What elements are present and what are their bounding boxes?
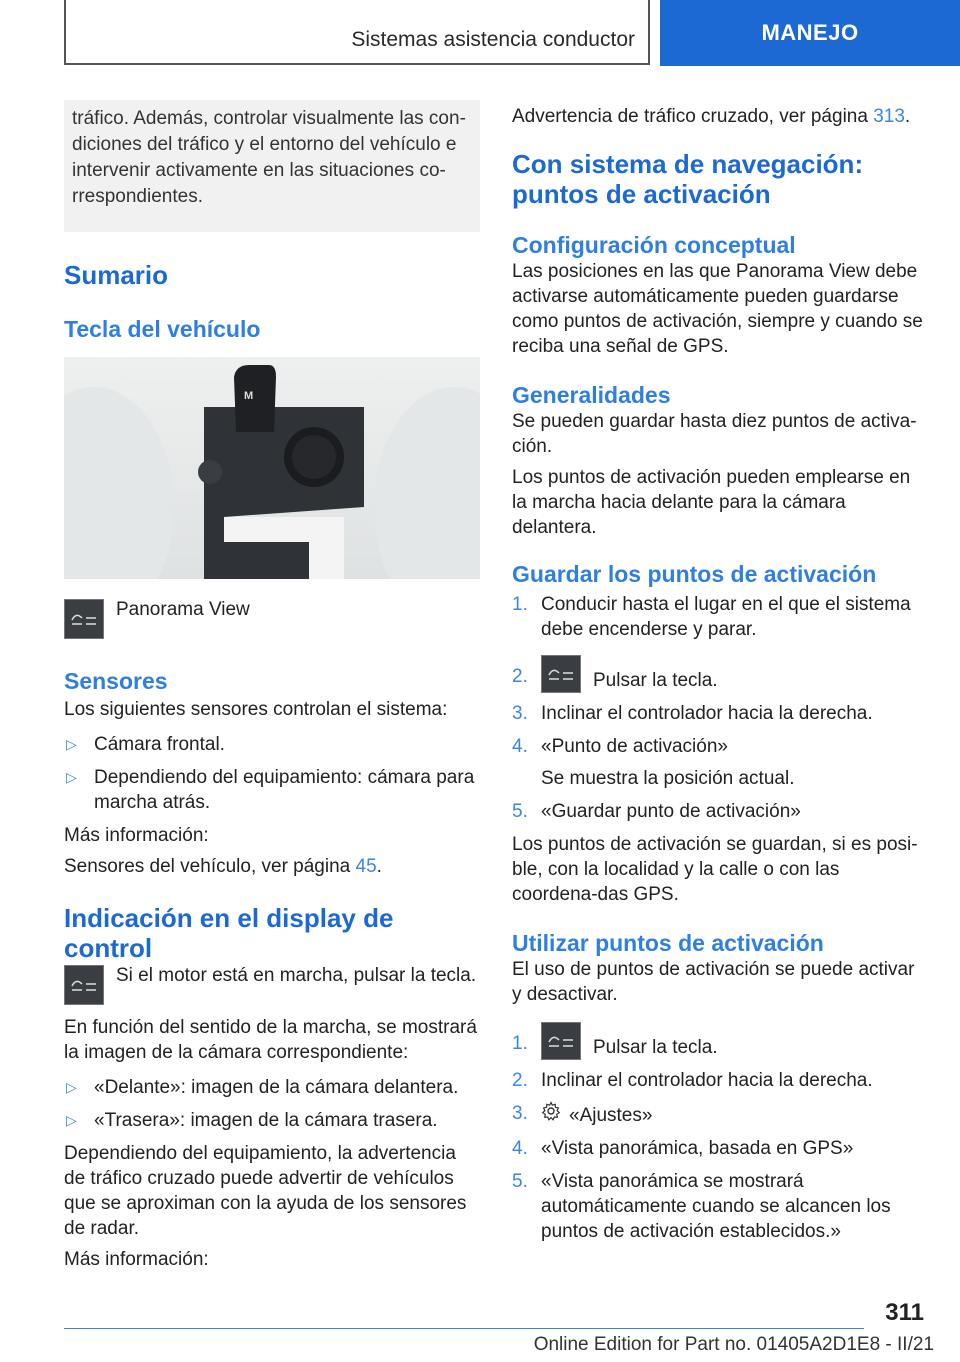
page-link-45[interactable]: 45 (355, 856, 377, 877)
panorama-view-key-icon[interactable] (541, 655, 581, 693)
right-column (512, 100, 928, 1252)
step-item: 1. Pulsar la tecla. (512, 1017, 928, 1060)
indicacion-key-text: Si el motor está en marcha, pulsar la tecla. (116, 965, 477, 986)
step-item: 3. Inclinar el controlador hacia la derecha. (512, 703, 873, 724)
list-item: ▷ Cámara frontal. (66, 734, 225, 755)
heading-sumario: Sumario (64, 260, 169, 290)
svg-text:M: M (244, 390, 254, 402)
header-left-rule (64, 0, 66, 64)
callout-box (64, 100, 480, 232)
sensores-intro: Los siguientes sensores controlan el sistema: (64, 699, 448, 720)
indicacion-paragraph: En función del sentido de la marcha, se mostrará la imagen de la cámara correspondiente: (64, 1017, 477, 1063)
gear-icon (541, 1101, 563, 1128)
panorama-view-key-icon[interactable] (541, 1022, 581, 1060)
mas-info-label-2: Más información: (64, 1249, 209, 1270)
footer-edition: Online Edition for Part no. 01405A2D1E8 - II/21 (533, 1334, 934, 1355)
callout-text: tráfico. Además, controlar visualmente las con-diciones del tráfico y el entorno del vehículo e intervenir activamente en las situaciones co-rrespondientes. (72, 108, 466, 207)
list-item: ▷ «Trasera»: imagen de la cámara trasera. (66, 1110, 438, 1131)
page-link-313[interactable]: 313 (873, 106, 905, 127)
sensores-reference: Sensores del vehículo, ver página 45. (64, 856, 382, 877)
heading-guardar: Guardar los puntos de activación (512, 561, 877, 587)
step-item: 4. «Punto de activación» Se muestra la posición actual. (512, 736, 795, 789)
cross-traffic-reference: Advertencia de tráfico cruzado, ver página 313. (512, 106, 911, 127)
general-paragraph-1: Se pueden guardar hasta diez puntos de activa-ción. (512, 411, 917, 457)
footer-rule (64, 1328, 864, 1329)
heading-navegacion: Con sistema de navegación: puntos de activación (512, 149, 864, 209)
header-bottom-rule (64, 63, 650, 65)
list-item: ▷ «Delante»: imagen de la cámara delantera. (66, 1077, 459, 1098)
list-item: ▷ Dependiendo del equipamiento: cámara para marcha atrás. (66, 767, 475, 813)
triangle-bullet-icon: ▷ (66, 1112, 77, 1128)
section-title: Sistemas asistencia conductor (351, 28, 635, 51)
step-item: 4. «Vista panorámica, basada en GPS» (512, 1138, 854, 1159)
heading-indicacion: Indicación en el display de control (64, 903, 394, 963)
page-number: 311 (885, 1299, 924, 1326)
triangle-bullet-icon: ▷ (66, 769, 77, 785)
panorama-view-key-icon[interactable] (64, 965, 104, 1005)
key-row (64, 599, 480, 639)
triangle-bullet-icon: ▷ (66, 736, 77, 752)
console-illustration-icon (64, 357, 480, 579)
chapter-tab[interactable]: MANEJO (660, 0, 960, 66)
config-paragraph: Las posiciones en las que Panorama View debe activarse automáticamente pueden guardarse como puntos de activación, siempre y cuando se reciba una señal de GPS. (512, 261, 923, 357)
heading-tecla: Tecla del vehículo (64, 316, 261, 342)
heading-sensores: Sensores (64, 668, 168, 694)
indicacion-key-row (64, 965, 480, 1005)
panorama-view-key-icon[interactable] (64, 599, 104, 639)
indicacion-list (64, 1075, 480, 1133)
sensores-list (64, 732, 480, 815)
heading-generalidades: Generalidades (512, 382, 671, 408)
utilizar-paragraph: El uso de puntos de activación se puede activar y desactivar. (512, 959, 915, 1005)
left-column (64, 100, 480, 1272)
step-item: 5. «Guardar punto de activación» (512, 801, 801, 822)
step-item: 1. Conducir hasta el lugar en el que el sistema debe encenderse y parar. (512, 594, 911, 640)
heading-config: Configuración conceptual (512, 232, 796, 258)
guardar-steps (512, 592, 928, 824)
mas-info-label: Más información: (64, 825, 209, 846)
general-paragraph-2: Los puntos de activación pueden emplearse en la marcha hacia delante para la cámara delantera. (512, 467, 911, 538)
dependiendo-paragraph: Dependiendo del equipamiento, la advertencia de tráfico cruzado puede advertir de vehículos que se aproximan con la ayuda de los sensores de radar. (64, 1143, 467, 1239)
triangle-bullet-icon: ▷ (66, 1079, 77, 1095)
guardar-paragraph: Los puntos de activación se guardan, si es posi-ble, con la localidad y la calle o con las coordena-das GPS. (512, 834, 918, 905)
step-item: 3. «Ajustes» (512, 1103, 653, 1126)
heading-utilizar: Utilizar puntos de activación (512, 930, 824, 956)
gear-selector-photo (64, 357, 480, 579)
step-item: 5. «Vista panorámica se mostrará automáticamente cuando se alcancen los puntos de activación establecidos.» (512, 1171, 891, 1242)
step-item: 2. Inclinar el controlador hacia la derecha. (512, 1070, 873, 1091)
key-caption: Panorama View (116, 599, 250, 620)
utilizar-steps (512, 1017, 928, 1244)
header-separator (648, 0, 650, 64)
step-item: 2. Pulsar la tecla. (512, 650, 928, 693)
